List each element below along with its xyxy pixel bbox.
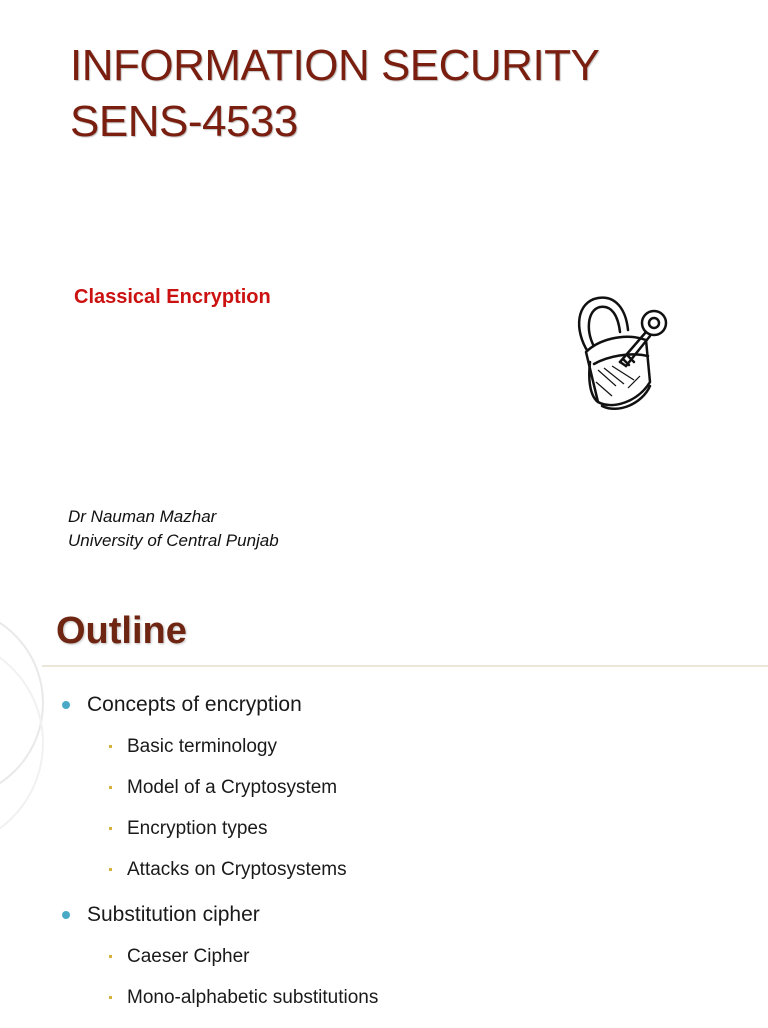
sub-list-item-label: Model of a Cryptosystem — [127, 776, 338, 798]
author-name: Dr Nauman Mazhar — [68, 507, 217, 526]
title-rule — [42, 665, 768, 667]
title-line-1: INFORMATION SECURITY — [70, 41, 600, 90]
sub-list-item-label: Encryption types — [127, 817, 268, 839]
sub-list-item — [109, 726, 378, 767]
slide-subtitle: Classical Encryption — [74, 286, 271, 308]
list-item — [62, 900, 378, 1018]
bullet-dot — [62, 911, 70, 919]
sub-bullet — [109, 996, 112, 999]
sub-list — [109, 726, 378, 890]
sub-bullet — [109, 868, 112, 871]
sub-list-item — [109, 936, 378, 977]
outline-list — [62, 690, 378, 1028]
sub-list-item — [109, 849, 378, 890]
sub-list-item — [109, 767, 378, 808]
title-line-2: SENS-4533 — [70, 97, 298, 146]
sub-bullet — [109, 955, 112, 958]
sub-bullet — [109, 745, 112, 748]
sub-list — [109, 936, 378, 1018]
sub-list-item-label: Mono-alphabetic substitutions — [127, 986, 379, 1008]
bullet-dot — [62, 701, 70, 709]
sub-list-item-label: Caeser Cipher — [127, 945, 250, 967]
sub-bullet — [109, 786, 112, 789]
sub-list-item-label: Attacks on Cryptosystems — [127, 858, 347, 880]
author-affiliation: University of Central Punjab — [68, 531, 279, 550]
sub-list-item — [109, 808, 378, 849]
outline-title: Outline — [56, 610, 187, 652]
slide-title — [70, 38, 599, 150]
list-item-label: Concepts of encryption — [87, 693, 302, 716]
list-item-label: Substitution cipher — [87, 903, 260, 926]
sub-bullet — [109, 827, 112, 830]
author-block — [68, 505, 279, 553]
sub-list-item — [109, 977, 378, 1018]
sub-list-item-label: Basic terminology — [127, 735, 277, 757]
padlock-with-key-icon — [568, 290, 672, 416]
list-item — [62, 690, 378, 890]
